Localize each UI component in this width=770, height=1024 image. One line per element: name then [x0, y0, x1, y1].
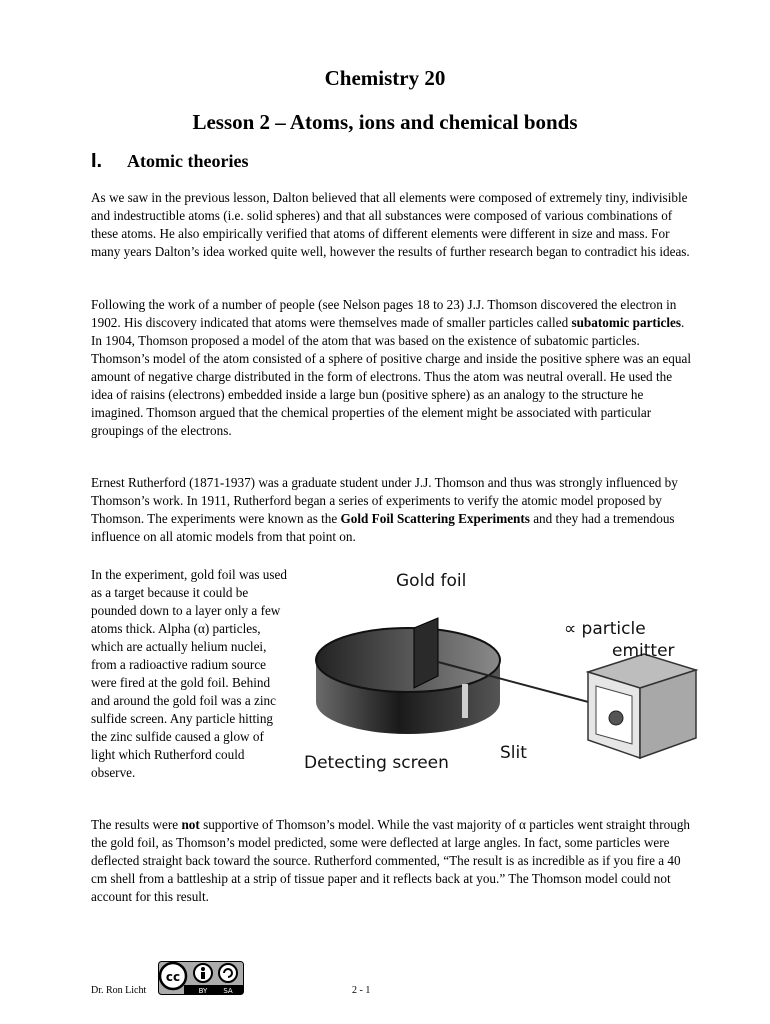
slit: [462, 684, 468, 718]
emitter-source: [609, 711, 623, 725]
label-slit: Slit: [500, 743, 527, 763]
svg-text:cc: cc: [165, 970, 181, 984]
section-heading: [91, 150, 248, 173]
paragraph-dalton: As we saw in the previous lesson, Dalton believed that all elements were composed of extremely tiny, indivisible and indestructible atoms (i.e. solid spheres) and that all substances were composed of various combinations of these atoms. He also empirically verified that atoms of different elements were different in size and mass. For many years Dalton’s idea worked quite well, however the results of further research began to contradict his ideas.: [91, 190, 690, 259]
paragraph-text: Following the work of a number of people (see Nelson pages 18 to 23) J.J. Thomson discovered the electron in 1902. His discovery indicated that atoms were themselves made of smaller particles called: [91, 297, 677, 330]
paragraph-text: The results were: [91, 817, 182, 832]
label-gold-foil: Gold foil: [396, 571, 467, 591]
page-number: 2 - 1: [352, 985, 371, 996]
paragraph-experiment: In the experiment, gold foil was used as a target because it could be pounded down to a layer only a few atoms thick. Alpha (α) particles, which are actually helium nuclei, from a radioactive radium source were fired at the gold foil. Behind and around the gold foil was a zinc sulfide screen. Any particle hitting the zinc sulfide caused a glow of light which Rutherford could observe.: [91, 567, 287, 780]
paragraph-text: Ernest Rutherford (1871-1937) was a graduate student under J.J. Thomson and thus was strongly influenced by Thomson’s work. In 1911, Rutherford began a series of experiments to verify the atomic model proposed by Thomson. The experiments were known as the: [91, 475, 678, 526]
paragraph-text: supportive of Thomson’s model. While the vast majority of α particles went straight through the gold foil, as Thomson’s model predicted, some were deflected at large angles. In fact, some particles were deflected straight back toward the source. Rutherford commented, “The result is as incredible as if you fire a 40 cm shell from a battleship at a strip of tissue paper and it reflects back at you.” The Thomson model could not account for this result.: [91, 817, 691, 904]
gold-foil-diagram: [296, 562, 700, 780]
license-by: BY: [198, 987, 208, 995]
paragraph-results: [91, 816, 691, 906]
gold-foil-experiment-figure: [296, 562, 700, 780]
label-emitter: emitter: [612, 641, 675, 661]
footer-author: Dr. Ron Licht: [91, 985, 147, 996]
bold-term: subatomic particles: [571, 315, 681, 330]
section-number: I.: [91, 150, 103, 172]
course-title: Chemistry 20: [324, 66, 446, 90]
paragraph-thomson: [91, 296, 691, 440]
label-detecting-screen: Detecting screen: [304, 753, 449, 773]
creative-commons-badge: [158, 961, 244, 995]
paragraph-rutherford: [91, 474, 691, 546]
paragraph-text: . In 1904, Thomson proposed a model of the atom that was based on the existence of subatomic particles. Thomson’s model of the atom consisted of a sphere of positive charge and inside the positive sphere was an equal amount of negative charge distributed in the form of electrons. Thus the atom was neutral overall. He used the idea of raisins (electrons) embedded inside a large bun (positive sphere) as an analogy to the structure he imagined. Thomson argued that the chemical properties of the element might be associated with particular groupings of the electrons.: [91, 315, 692, 438]
cc-by-sa-icon: [158, 961, 244, 995]
bold-term: not: [181, 817, 200, 832]
section-title: Atomic theories: [127, 151, 249, 171]
lesson-title: Lesson 2 – Atoms, ions and chemical bonds: [192, 110, 578, 134]
gold-foil: [414, 618, 438, 688]
paragraph-text: and they had a tremendous influence on all atomic models from that point on.: [91, 511, 675, 544]
bold-term: Gold Foil Scattering Experiments: [340, 511, 530, 526]
label-alpha-particle: ∝ particle: [564, 619, 646, 639]
license-sa: SA: [223, 987, 233, 995]
